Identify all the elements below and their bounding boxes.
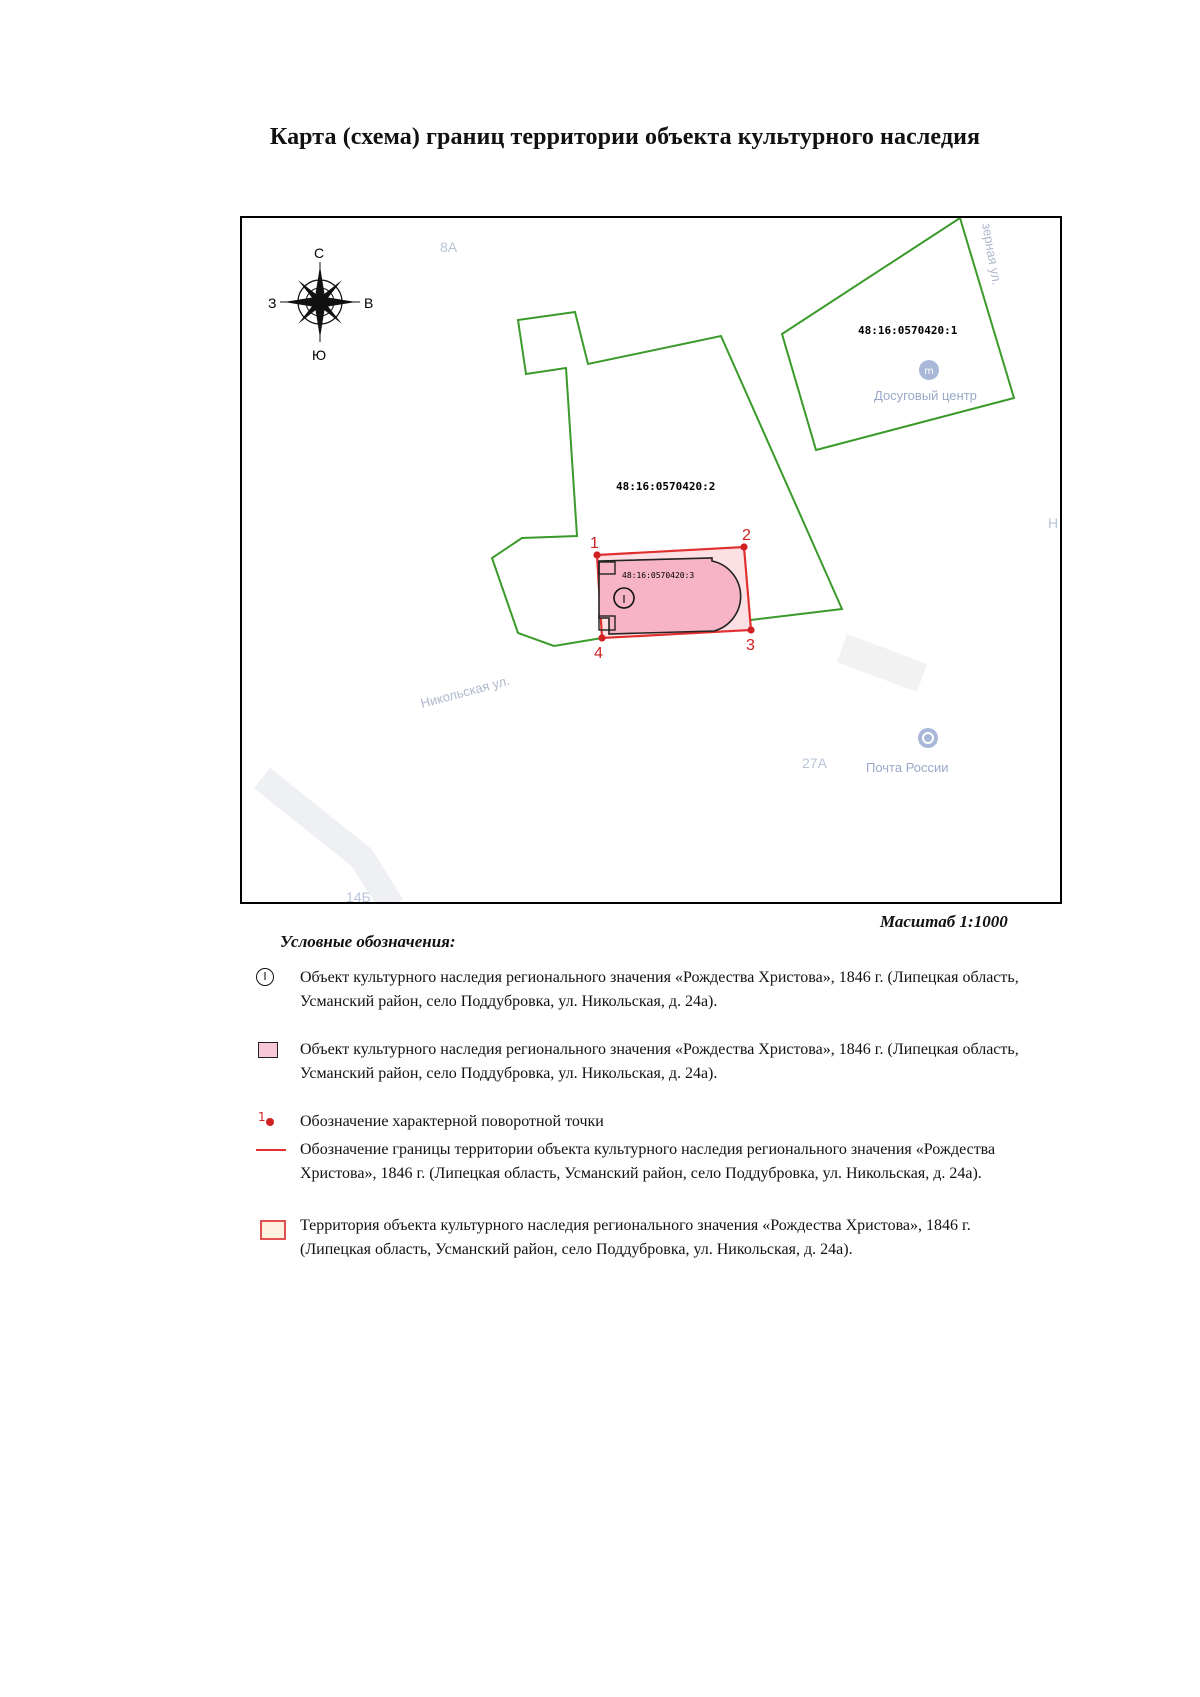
parcel-number-object: 48:16:0570420:3 xyxy=(622,571,695,580)
turning-point-label-2: 2 xyxy=(742,527,751,544)
parcel-number-northeast: 48:16:0570420:1 xyxy=(858,324,958,337)
compass-south-label: Ю xyxy=(312,347,327,363)
compass-east-label: В xyxy=(364,295,374,311)
street-label-nikolskaya: Никольская ул. xyxy=(418,672,512,711)
turning-point-icon-label: 1 xyxy=(258,1110,266,1124)
legend-text: Обозначение характерной поворотной точки xyxy=(300,1113,604,1130)
road-shade xyxy=(262,778,392,904)
building-shade xyxy=(842,648,922,678)
turning-point-1 xyxy=(593,551,600,558)
svg-text:m: m xyxy=(924,366,934,377)
circle-i-icon: I xyxy=(256,968,274,986)
parcel-number-main: 48:16:0570420:2 xyxy=(616,480,716,493)
legend-title: Условные обозначения: xyxy=(280,932,456,951)
page-title: Карта (схема) границ территории объекта культурного наследия xyxy=(269,124,981,150)
legend-text: Объект культурного наследия регионального значения «Рождества Христова», 1846 г. (Липецкая область, Усманский район, село Поддубровка, ул. Никольская, д. 24а). xyxy=(300,969,1019,1010)
legend-text: Обозначение границы территории объекта культурного наследия регионального значения «Рождества Христова», 1846 г. (Липецкая область, Усманский район, село Поддубровка, ул. Никольская, д. 24а). xyxy=(300,1141,996,1182)
church-footprint xyxy=(599,558,741,634)
turning-point-label-4: 4 xyxy=(594,645,603,662)
red-line-icon xyxy=(256,1149,286,1151)
turning-point-icon xyxy=(258,1110,266,1124)
compass-west-label: З xyxy=(268,295,277,311)
map xyxy=(240,216,1062,904)
territory-square-icon xyxy=(260,1220,286,1240)
heritage-object-symbol: I xyxy=(622,593,626,606)
map-scale: Масштаб 1:1000 xyxy=(880,912,1008,931)
turning-point-2 xyxy=(740,543,747,550)
street-label-ozernaya: зерная ул. xyxy=(979,221,1005,287)
legend-text: Территория объекта культурного наследия регионального значения «Рождества Христова», 1846 г. (Липецкая область, Усманский район, село Поддубровка, ул. Никольская, д. 24а). xyxy=(300,1217,971,1258)
turning-point-label-3: 3 xyxy=(746,637,755,654)
turning-point-label-1: 1 xyxy=(590,535,599,552)
house-number-27a: 27А xyxy=(802,755,827,771)
pink-square-icon xyxy=(258,1042,278,1058)
poi-leisure-center: Досуговый центр xyxy=(874,388,977,403)
compass-rose xyxy=(280,262,360,342)
street-label-edge: Н xyxy=(1048,515,1059,531)
legend-text: Объект культурного наследия регионального значения «Рождества Христова», 1846 г. (Липецкая область, Усманский район, село Поддубровка, ул. Никольская, д. 24а). xyxy=(300,1041,1019,1082)
post-office-icon xyxy=(918,728,938,748)
house-number-8a: 8А xyxy=(440,239,458,255)
house-number-14b: 14Б xyxy=(346,889,371,905)
turning-point-4 xyxy=(598,634,605,641)
map-canvas xyxy=(242,218,1062,904)
poi-post-office: Почта России xyxy=(866,760,949,775)
compass-north-label: С xyxy=(314,245,325,261)
turning-point-3 xyxy=(747,626,754,633)
